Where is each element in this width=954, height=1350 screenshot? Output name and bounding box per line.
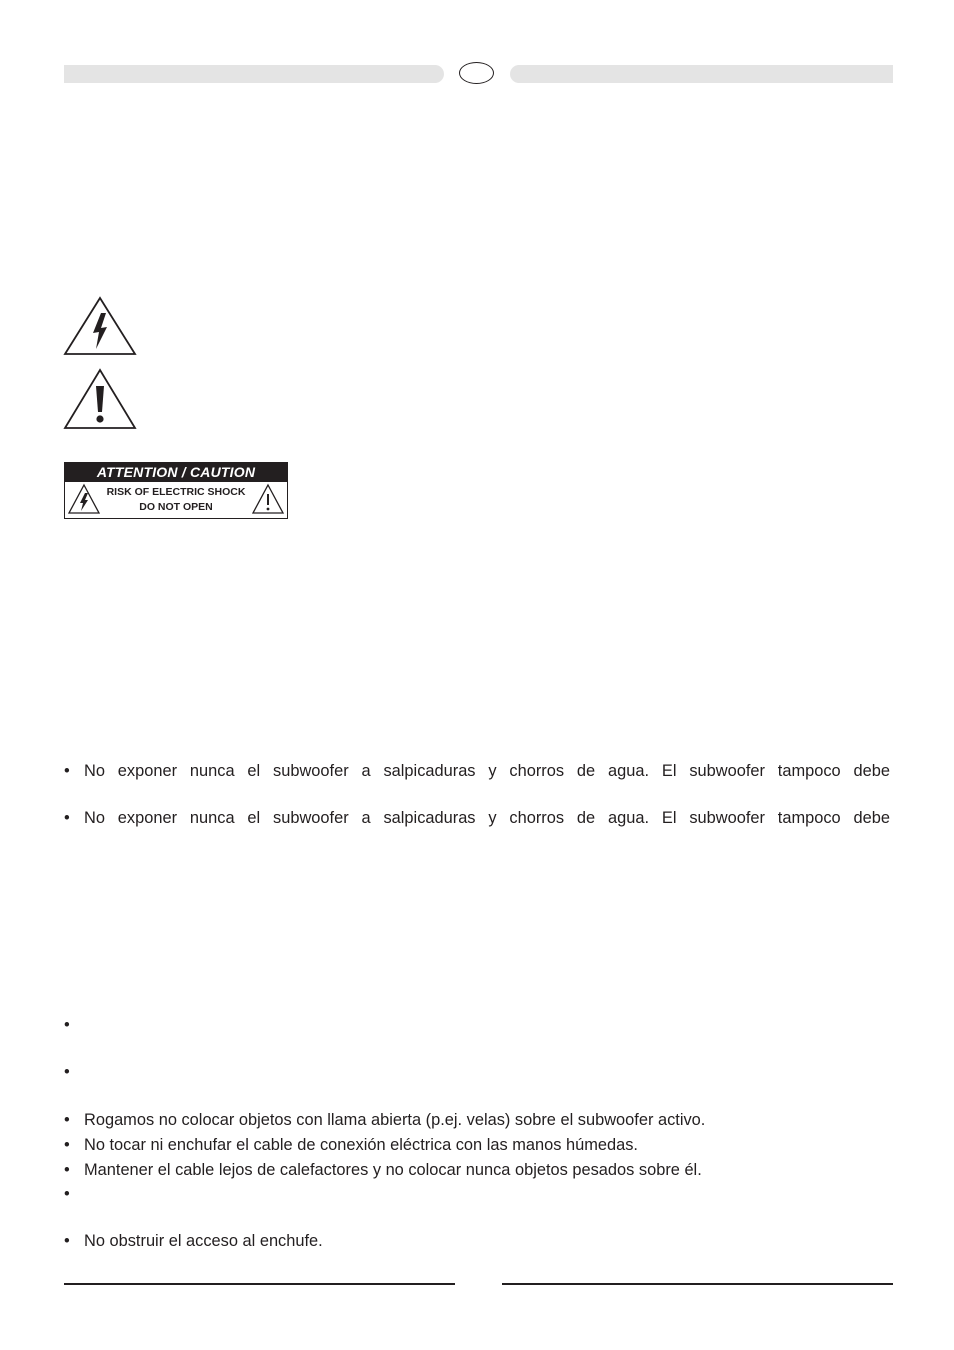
language-badge bbox=[459, 62, 494, 84]
bullet: • bbox=[64, 762, 70, 780]
header-bar-right bbox=[510, 65, 893, 83]
small-lightning-triangle-icon bbox=[67, 483, 101, 515]
footer-rule-left bbox=[64, 1283, 455, 1285]
bullet: • bbox=[64, 1063, 70, 1081]
caution-label bbox=[64, 462, 288, 519]
list-item-text: No tocar ni enchufar el cable de conexión eléctrica con las manos húmedas. bbox=[84, 1136, 638, 1154]
bullet: • bbox=[64, 1016, 70, 1034]
bullet: • bbox=[64, 809, 70, 827]
list-item-text: Rogamos no colocar objetos con llama abierta (p.ej. velas) sobre el subwoofer activo. bbox=[84, 1111, 706, 1129]
bullet: • bbox=[64, 1161, 70, 1179]
caution-title: ATTENTION / CAUTION bbox=[65, 463, 287, 482]
exclamation-warning-triangle-icon bbox=[63, 368, 137, 430]
list-item-text: No obstruir el acceso al enchufe. bbox=[84, 1232, 323, 1250]
bullet: • bbox=[64, 1136, 70, 1154]
caution-line-2: DO NOT OPEN bbox=[139, 501, 213, 513]
header-bar-left bbox=[64, 65, 444, 83]
bullet: • bbox=[64, 1185, 70, 1203]
bullet: • bbox=[64, 1232, 70, 1250]
list-item-text: No exponer nunca el subwoofer a salpicaduras y chorros de agua. El subwoofer tampoco debe bbox=[84, 809, 890, 827]
list-item-text: Mantener el cable lejos de calefactores y no colocar nunca objetos pesados sobre él. bbox=[84, 1161, 702, 1179]
caution-text bbox=[101, 485, 251, 515]
bullet: • bbox=[64, 1111, 70, 1129]
caution-body bbox=[65, 482, 287, 518]
lightning-warning-triangle-icon bbox=[63, 296, 137, 358]
caution-line-1: RISK OF ELECTRIC SHOCK bbox=[106, 486, 246, 498]
small-exclamation-triangle-icon bbox=[251, 483, 285, 515]
list-item-text: No exponer nunca el subwoofer a salpicaduras y chorros de agua. El subwoofer tampoco debe bbox=[84, 762, 890, 780]
footer-rule-right bbox=[502, 1283, 893, 1285]
